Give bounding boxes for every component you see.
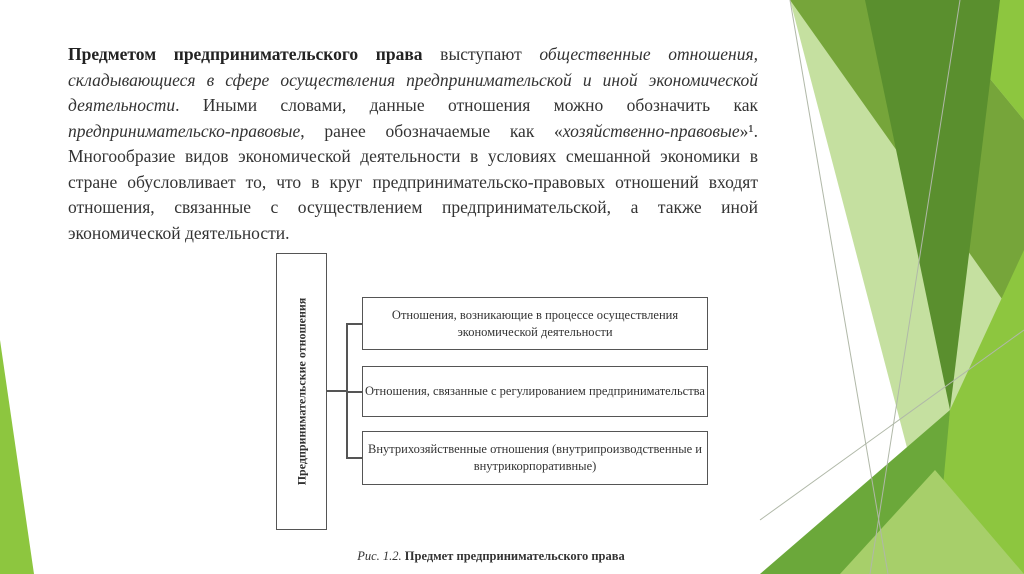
diagram-box-3-label: Внутрихозяйственные отношения (внутрипроизводственные и внутрикорпоративные) (368, 442, 702, 473)
caption-title: Предмет предпринимательского права (404, 549, 625, 563)
diagram-box-2-label: Отношения, связанные с регулированием предпринимательства (365, 384, 705, 398)
diagram-root-label: Предпринимательские отношения (294, 297, 309, 486)
paragraph-part-1: выступают (422, 44, 540, 64)
diagram-box-1-label: Отношения, возникающие в процессе осуществления экономической деятельности (391, 307, 679, 339)
connector-3 (346, 457, 362, 459)
paragraph-italic-3: хозяйственно-правовые (562, 120, 740, 141)
figure-caption (0, 549, 982, 564)
connector-2 (346, 391, 362, 393)
diagram-box-3 (362, 431, 708, 485)
diagram-box-2 (362, 366, 708, 417)
paragraph-italic-2: предпринимательско-правовые (68, 120, 301, 141)
caption-label: Рис. 1.2. (357, 549, 402, 563)
paragraph-part-4: »¹. Многообразие видов экономической деятельности в условиях смешанной экономики в стране обусловливает то, что в круг предпринимательско-правовых отношений входят отношения, связанные с осуществлением предпринимательской, а также иной экономической деятельности. (68, 120, 758, 243)
paragraph-bold-lead: Предметом предпринимательского права (68, 44, 423, 64)
connector-root (327, 390, 347, 392)
left-green-triangle (0, 340, 34, 574)
main-paragraph (68, 42, 758, 246)
paragraph-part-3: , ранее обозначаемые как « (300, 120, 563, 141)
diagram-root-box (276, 253, 327, 530)
paragraph-italic-1: общественные отношения, складывающиеся в сфере осуществления предпринимательской и иной экономической деятельности (68, 44, 758, 115)
diagram-box-1 (362, 297, 708, 350)
paragraph-part-2: . Иными словами, данные отношения можно обозначить как (175, 95, 758, 115)
connector-1 (346, 323, 362, 325)
